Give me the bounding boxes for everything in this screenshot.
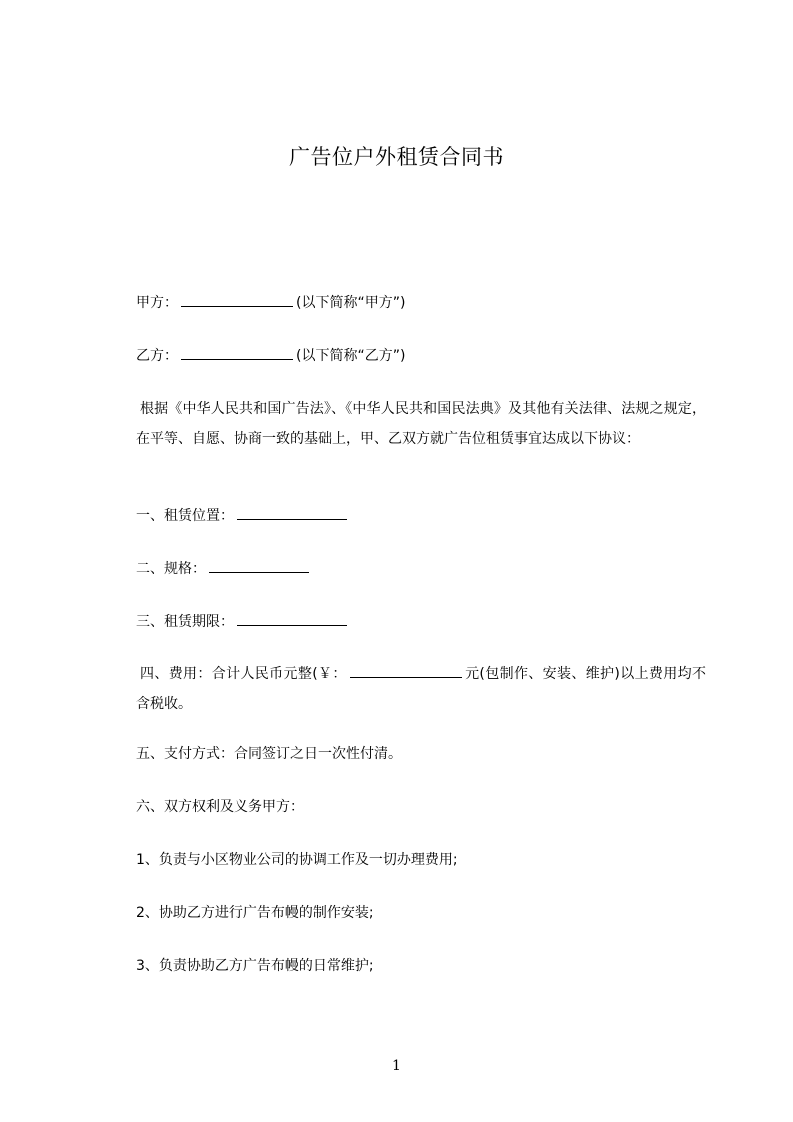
spec-blank[interactable] xyxy=(209,558,309,573)
list-item: 1、负责与小区物业公司的协调工作及一切办理费用; xyxy=(136,852,458,868)
clause-location-label: 一、租赁位置： xyxy=(136,508,234,524)
clause-spec-label: 二、规格： xyxy=(136,561,206,577)
party-b-line xyxy=(136,345,405,366)
clause-fee-prefix: 四、费用：合计人民币元整(￥： xyxy=(140,666,347,682)
location-blank[interactable] xyxy=(237,505,347,520)
party-b-blank[interactable] xyxy=(181,345,293,360)
preamble-paragraph: 根据《中华人民共和国广告法》、《中华人民共和国民法典》及其他有关法律、法规之规定，在平等、自愿、协商一致的基础上，甲、乙双方就广告位租赁事宜达成以下协议： xyxy=(136,401,706,447)
clause-rights: 六、双方权利及义务甲方： xyxy=(136,799,304,815)
party-a-line xyxy=(136,292,405,313)
clause-term-label: 三、租赁期限： xyxy=(136,614,234,630)
party-a-suffix: (以下简称“甲方”) xyxy=(296,295,406,311)
party-b-label: 乙方： xyxy=(136,348,178,364)
document-title: 广告位户外租赁合同书 xyxy=(289,145,504,169)
party-a-blank[interactable] xyxy=(181,292,293,307)
clause-term xyxy=(136,611,350,632)
list-item: 2、协助乙方进行广告布幔的制作安装; xyxy=(136,905,374,921)
term-blank[interactable] xyxy=(237,611,347,626)
list-item: 3、负责协助乙方广告布幔的日常维护; xyxy=(136,958,374,974)
clause-payment: 五、支付方式：合同签订之日一次性付清。 xyxy=(136,746,402,762)
clause-fee xyxy=(136,659,706,719)
clause-fee-suffix: 元(包制作、安装、维护)以上费用均不含税收。 xyxy=(136,666,706,712)
page-number: 1 xyxy=(392,1058,401,1074)
clause-location xyxy=(136,505,350,526)
party-a-label: 甲方： xyxy=(136,295,178,311)
party-b-suffix: (以下简称“乙方”) xyxy=(296,348,406,364)
fee-blank[interactable] xyxy=(350,663,462,678)
clause-spec xyxy=(136,558,312,579)
